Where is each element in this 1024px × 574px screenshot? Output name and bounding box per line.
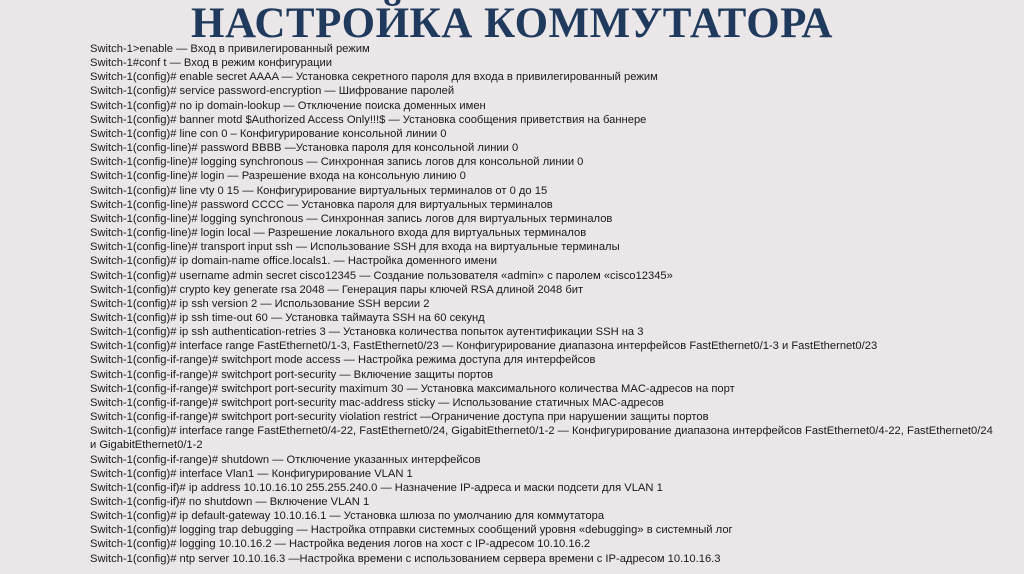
command-line: Switch-1(config)# interface range FastEthernet0/4-22, FastEthernet0/24, GigabitEthernet0/1-2 — Конфигурирование диапазона интерфейсов FastEthernet0/4-22, FastEthernet0/24 и GigabitEthernet0/1-2 xyxy=(90,425,993,452)
command-line: Switch-1(config-line)# password BBBB —Установка пароля для консольной линии 0 xyxy=(90,142,519,155)
command-line: Switch-1>enable — Вход в привилегированный режим xyxy=(90,43,370,55)
command-line: Switch-1(config)# ip domain-name office.locals1. — Настройка доменного имени xyxy=(90,255,498,268)
command-line: Switch-1(config)# interface range FastEthernet0/1-3, FastEthernet0/23 — Конфигурирование диапазона интерфейсов FastEthernet0/1-3 и FastEthernet0/23 xyxy=(90,340,878,353)
command-line: Switch-1(config)# username admin secret cisco12345 — Создание пользователя «admin» с паролем «cisco12345» xyxy=(90,269,673,282)
command-line: Switch-1(config-if-range)# switchport port-security — Включение защиты портов xyxy=(90,368,494,381)
command-line: Switch-1(config)# ip ssh version 2 — Использование SSH версии 2 xyxy=(90,297,430,310)
command-line: Switch-1(config)# line con 0 – Конфигурирование консольной линии 0 xyxy=(90,127,447,140)
command-line: Switch-1(config)# no ip domain-lookup — Отключение поиска доменных имен xyxy=(90,99,486,112)
command-line: Switch-1(config)# ntp server 10.10.16.3 —Настройка времени с использованием сервера времени с IP-адресом 10.10.16.3 xyxy=(90,552,721,565)
command-line: Switch-1(config)# ip default-gateway 10.10.16.1 — Установка шлюза по умолчанию для коммутатора xyxy=(90,510,605,523)
command-line: Switch-1(config)# ip ssh authentication-retries 3 — Установка количества попыток аутентификации SSH на 3 xyxy=(90,326,644,339)
command-line: Switch-1(config-if-range)# shutdown — Отключение указанных интерфейсов xyxy=(90,453,481,466)
command-line: Switch-1(config)# line vty 0 15 — Конфигурирование виртуальных терминалов от 0 до 15 xyxy=(90,184,548,197)
command-line: Switch-1(config-line)# logging synchronous — Синхронная запись логов для консольной линии 0 xyxy=(90,156,584,169)
command-line: Switch-1(config-line)# logging synchronous — Синхронная запись логов для виртуальных терминалов xyxy=(90,212,613,225)
command-line: Switch-1(config)# interface Vlan1 — Конфигурирование VLAN 1 xyxy=(90,467,413,480)
command-line: Switch-1(config-line)# login local — Разрешение локального входа для виртуальных терминалов xyxy=(90,227,587,240)
command-line: Switch-1(config-if)# no shutdown — Включение VLAN 1 xyxy=(90,496,370,508)
command-line: Switch-1(config-if-range)# switchport port-security mac-address sticky — Использование статичных MAC-адресов xyxy=(90,396,664,409)
command-line: Switch-1(config)# logging 10.10.16.2 — Настройка ведения логов на хост с IP-адресом 10.10.16.2 xyxy=(90,538,591,551)
command-line: Switch-1(config)# banner motd $Authorized Access Only!!!$ — Установка сообщения приветствия на баннере xyxy=(90,113,647,126)
slide-title: НАСТРОЙКА КОММУТАТОРА xyxy=(191,0,833,47)
command-line: Switch-1(config-if-range)# switchport port-security violation restrict —Ограничение доступа при нарушении защиты портов xyxy=(90,411,709,424)
command-line: Switch-1(config-line)# transport input ssh — Использование SSH для входа на виртуальные терминалы xyxy=(90,241,620,254)
command-line: Switch-1(config-if)# ip address 10.10.16.10 255.255.240.0 — Назначение IP-адреса и маски подсети для VLAN 1 xyxy=(90,481,663,494)
command-line: Switch-1(config-if-range)# switchport mode access — Настройка режима доступа для интерфейсов xyxy=(90,354,596,367)
command-line: Switch-1(config)# logging trap debugging — Настройка отправки системных сообщений уровня «debugging» в системный лог xyxy=(90,524,733,537)
command-line: Switch-1(config)# crypto key generate rsa 2048 — Генерация пары ключей RSA длиной 2048 бит xyxy=(90,283,584,296)
command-line: Switch-1(config)# ip ssh time-out 60 — Установка таймаута SSH на 60 секунд xyxy=(90,311,485,324)
command-line: Switch-1(config-line)# password CCCC — Установка пароля для виртуальных терминалов xyxy=(90,198,553,211)
command-line: Switch-1(config-line)# login — Разрешение входа на консольную линию 0 xyxy=(90,170,466,183)
command-line: Switch-1(config)# service password-encryption — Шифрование паролей xyxy=(90,85,455,98)
command-line: Switch-1(config-if-range)# switchport port-security maximum 30 — Установка максимального количества MAC-адресов на порт xyxy=(90,382,735,395)
command-line: Switch-1(config)# enable secret AAAA — Установка секретного пароля для входа в привилегированный режим xyxy=(90,71,658,84)
command-line: Switch-1#conf t — Вход в режим конфигурации xyxy=(90,57,332,70)
command-list xyxy=(90,42,995,566)
